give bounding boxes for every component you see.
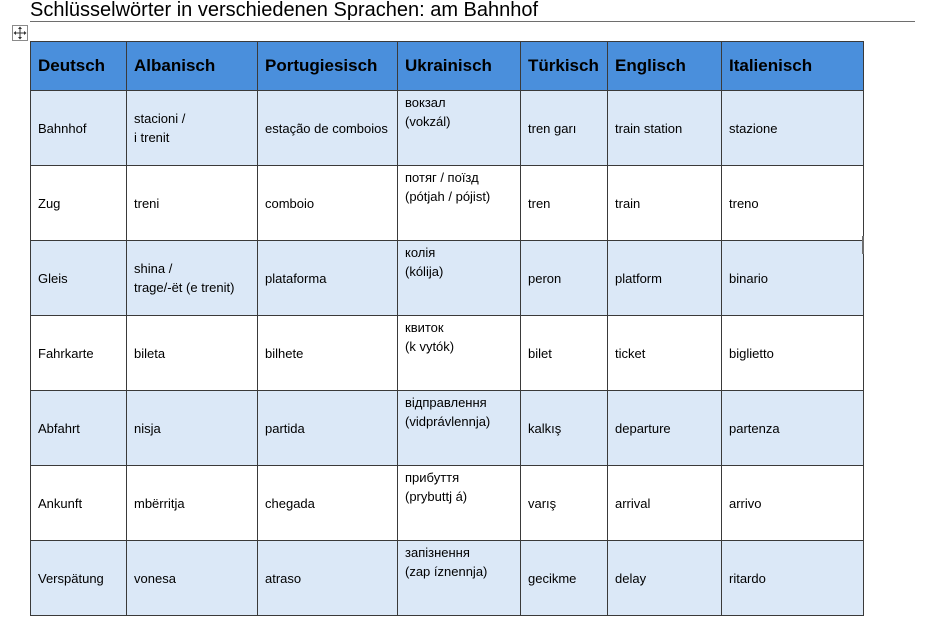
cell-italienisch[interactable] <box>722 316 864 391</box>
column-header-tuerkisch[interactable]: Türkisch <box>521 42 608 91</box>
move-arrows-icon <box>13 26 27 40</box>
cell-text-line: plataforma <box>265 270 327 286</box>
cell-text-line: ritardo <box>729 570 766 586</box>
cell-text-line: запізнення <box>405 545 470 560</box>
cell-text-line: train <box>615 195 641 211</box>
column-header-ukrainisch[interactable]: Ukrainisch <box>398 42 521 91</box>
cell-text-line: (kólija) <box>405 264 444 279</box>
cell-text-line: vonesa <box>134 570 176 586</box>
cell-text-line: trage/-ët (e trenit) <box>134 280 235 295</box>
cell-text-line: bileta <box>134 345 166 361</box>
header-row <box>31 42 864 91</box>
table-row <box>31 391 864 466</box>
column-header-portugiesisch[interactable]: Portugiesisch <box>258 42 398 91</box>
cell-tuerkisch[interactable] <box>521 466 608 541</box>
cell-portugiesisch[interactable] <box>258 166 398 241</box>
column-header-englisch[interactable]: Englisch <box>608 42 722 91</box>
document-heading: Schlüsselwörter in verschiedenen Sprachen: am Bahnhof <box>30 0 539 21</box>
cell-text-line: comboio <box>265 195 315 211</box>
cell-text-line: chegada <box>265 495 315 511</box>
cell-ukrainisch[interactable] <box>398 316 521 391</box>
cell-text-line: Gleis <box>38 270 68 286</box>
cell-englisch[interactable] <box>608 466 722 541</box>
cell-albanisch[interactable] <box>127 166 258 241</box>
cell-tuerkisch[interactable] <box>521 391 608 466</box>
cell-albanisch[interactable] <box>127 466 258 541</box>
cell-tuerkisch[interactable] <box>521 241 608 316</box>
cell-albanisch[interactable] <box>127 541 258 616</box>
cell-text-line: вокзал <box>405 95 446 110</box>
table-row <box>31 91 864 166</box>
cell-portugiesisch[interactable] <box>258 391 398 466</box>
table-row <box>31 241 864 316</box>
cell-text-line: потяг / поїзд <box>405 170 479 185</box>
cell-portugiesisch[interactable] <box>258 241 398 316</box>
cell-text-line: partenza <box>729 420 780 436</box>
cell-text-line: (prybuttj á) <box>405 489 468 504</box>
cell-ukrainisch[interactable] <box>398 391 521 466</box>
cell-text-line: shina / <box>134 261 173 276</box>
cell-deutsch[interactable] <box>31 91 127 166</box>
cell-text-line: nisja <box>134 420 161 436</box>
cell-text-line: treno <box>729 195 759 211</box>
cell-text-line: (pótjah / pójist) <box>405 189 491 204</box>
cell-portugiesisch[interactable] <box>258 466 398 541</box>
table-move-handle[interactable] <box>12 25 28 41</box>
cell-italienisch[interactable] <box>722 166 864 241</box>
cell-italienisch[interactable] <box>722 466 864 541</box>
cell-englisch[interactable] <box>608 166 722 241</box>
cell-text-line: peron <box>528 270 562 286</box>
cell-text-line: varış <box>528 495 557 511</box>
heading-divider <box>30 21 915 22</box>
cell-text-line: kalkış <box>528 420 562 436</box>
cell-text-line: Fahrkarte <box>38 345 94 361</box>
table-row <box>31 166 864 241</box>
cell-text-line: train station <box>615 120 683 136</box>
cell-text-line: tren garı <box>528 120 577 136</box>
cell-portugiesisch[interactable] <box>258 316 398 391</box>
cell-text-line: estação de comboios <box>265 120 388 136</box>
cell-portugiesisch[interactable] <box>258 91 398 166</box>
cell-text-line: відправлення <box>405 395 487 410</box>
cell-text-line: partida <box>265 420 305 436</box>
cell-italienisch[interactable] <box>722 91 864 166</box>
cell-deutsch[interactable] <box>31 391 127 466</box>
cell-text-line: delay <box>615 570 647 586</box>
cell-text-line: arrivo <box>729 495 762 511</box>
cell-text-line: i trenit <box>134 130 170 145</box>
cell-ukrainisch[interactable] <box>398 241 521 316</box>
cell-text-line: binario <box>729 270 769 286</box>
cell-text-line: mbërritja <box>134 495 185 511</box>
cell-ukrainisch[interactable] <box>398 166 521 241</box>
cell-text-line: (vidprávlennja) <box>405 414 491 429</box>
column-header-italienisch[interactable]: Italienisch <box>722 42 864 91</box>
cell-text-line: прибуття <box>405 470 460 485</box>
cell-portugiesisch[interactable] <box>258 541 398 616</box>
cell-text-line: Abfahrt <box>38 420 80 436</box>
cell-deutsch[interactable] <box>31 466 127 541</box>
column-header-deutsch[interactable]: Deutsch <box>31 42 127 91</box>
cell-tuerkisch[interactable] <box>521 91 608 166</box>
cell-italienisch[interactable] <box>722 541 864 616</box>
cell-englisch[interactable] <box>608 91 722 166</box>
table-body <box>31 91 864 616</box>
cell-text-line: ticket <box>615 345 646 361</box>
table-row <box>31 541 864 616</box>
row-resize-marker[interactable] <box>862 236 864 254</box>
cell-ukrainisch[interactable] <box>398 541 521 616</box>
cell-text-line: колія <box>405 245 436 260</box>
cell-tuerkisch[interactable] <box>521 316 608 391</box>
table-row <box>31 316 864 391</box>
cell-ukrainisch[interactable] <box>398 91 521 166</box>
cell-text-line: (zap íznennja) <box>405 564 488 579</box>
cell-englisch[interactable] <box>608 316 722 391</box>
cell-ukrainisch[interactable] <box>398 466 521 541</box>
cell-italienisch[interactable] <box>722 241 864 316</box>
cell-text-line: stacioni / <box>134 111 186 126</box>
cell-tuerkisch[interactable] <box>521 166 608 241</box>
cell-deutsch[interactable] <box>31 541 127 616</box>
cell-text-line: bilhete <box>265 345 304 361</box>
cell-deutsch[interactable] <box>31 166 127 241</box>
cell-albanisch[interactable] <box>127 91 258 166</box>
cell-text-line: Verspätung <box>38 570 104 586</box>
column-header-albanisch[interactable]: Albanisch <box>127 42 258 91</box>
cell-deutsch[interactable] <box>31 241 127 316</box>
cell-albanisch[interactable] <box>127 241 258 316</box>
cell-albanisch[interactable] <box>127 316 258 391</box>
cell-text-line: biglietto <box>729 345 774 361</box>
cell-text-line: bilet <box>528 345 552 361</box>
cell-text-line: atraso <box>265 570 302 586</box>
cell-text-line: gecikme <box>528 570 577 586</box>
cell-englisch[interactable] <box>608 391 722 466</box>
cell-text-line: (vokzál) <box>405 114 451 129</box>
cell-albanisch[interactable] <box>127 391 258 466</box>
cell-text-line: treni <box>134 195 160 211</box>
cell-text-line: Zug <box>38 195 61 211</box>
cell-italienisch[interactable] <box>722 391 864 466</box>
cell-englisch[interactable] <box>608 241 722 316</box>
cell-deutsch[interactable] <box>31 316 127 391</box>
cell-text-line: tren <box>528 195 551 211</box>
cell-text-line: квиток <box>405 320 444 335</box>
cell-text-line: Bahnhof <box>38 120 87 136</box>
vocabulary-table[interactable] <box>30 41 864 616</box>
cell-tuerkisch[interactable] <box>521 541 608 616</box>
cell-englisch[interactable] <box>608 541 722 616</box>
cell-text-line: (k vytók) <box>405 339 455 354</box>
cell-text-line: Ankunft <box>38 495 83 511</box>
table-row <box>31 466 864 541</box>
cell-text-line: stazione <box>729 120 778 136</box>
cell-text-line: arrival <box>615 495 651 511</box>
cell-text-line: departure <box>615 420 671 436</box>
cell-text-line: platform <box>615 270 662 286</box>
